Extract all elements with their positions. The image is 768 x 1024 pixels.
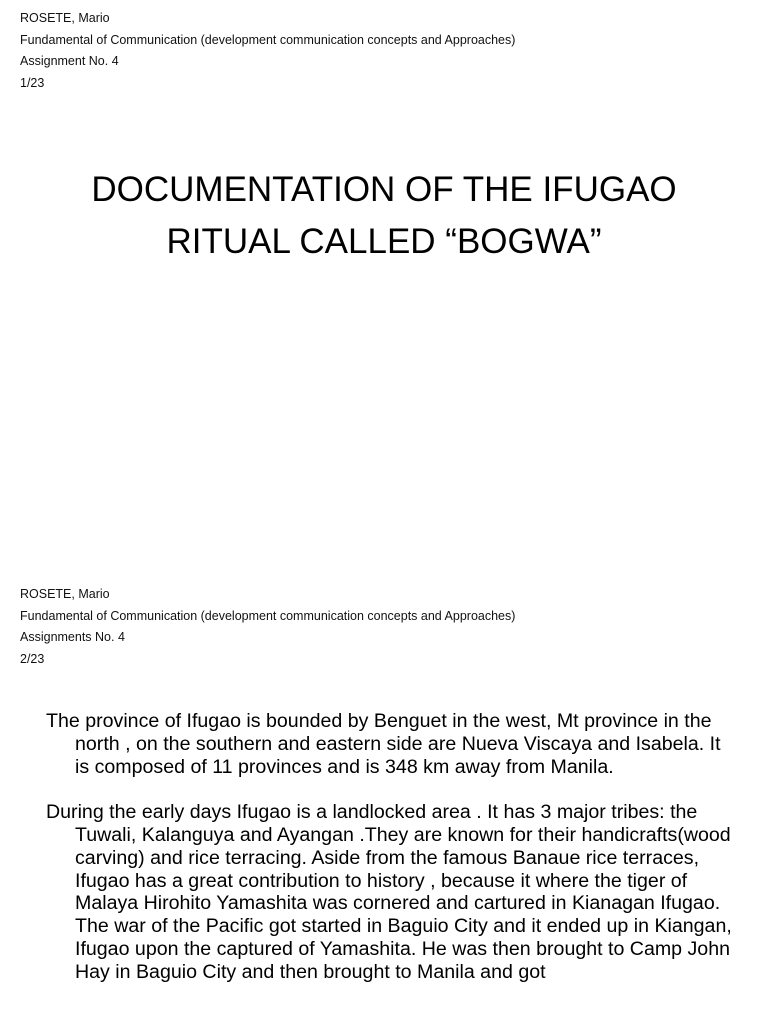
slide-body <box>46 710 736 1006</box>
assignment-number: Assignment No. 4 <box>20 54 119 68</box>
slide-header <box>20 8 515 94</box>
slide-page-2 <box>0 576 768 1024</box>
page-number: 2/23 <box>20 651 45 666</box>
assignment-number: Assignments No. 4 <box>20 630 125 644</box>
slide-title <box>0 164 768 268</box>
title-line-1: DOCUMENTATION OF THE IFUGAO <box>91 170 677 209</box>
course-name: Fundamental of Communication (development communication concepts and Approaches) <box>20 608 516 623</box>
title-line-2: RITUAL CALLED “BOGWA” <box>166 222 602 261</box>
slide-header <box>20 584 515 670</box>
body-paragraph: During the early days Ifugao is a landlocked area . It has 3 major tribes: the Tuwali, Kalanguya and Ayangan .They are known for their handicrafts(wood carving) and rice terracing. Aside from the famous Banaue rice terraces, Ifugao has a great contribution to history , because it where the tiger of Malaya Hirohito Yamashita was cornered and cartured in Kianagan Ifugao. The war of the Pacific got started in Baguio City and it ended up in Kiangan, Ifugao upon the captured of Yamashita. He was then brought to Camp John Hay in Baguio City and then brought to Manila and got <box>46 801 732 983</box>
body-paragraph: The province of Ifugao is bounded by Benguet in the west, Mt province in the north , on the southern and eastern side are Nueva Viscaya and Isabela. It is composed of 11 provinces and is 348 km away from Manila. <box>46 710 721 778</box>
page-number: 1/23 <box>20 75 45 90</box>
author-name: ROSETE, Mario <box>20 587 110 601</box>
course-name: Fundamental of Communication (development communication concepts and Approaches) <box>20 32 516 47</box>
author-name: ROSETE, Mario <box>20 11 110 25</box>
